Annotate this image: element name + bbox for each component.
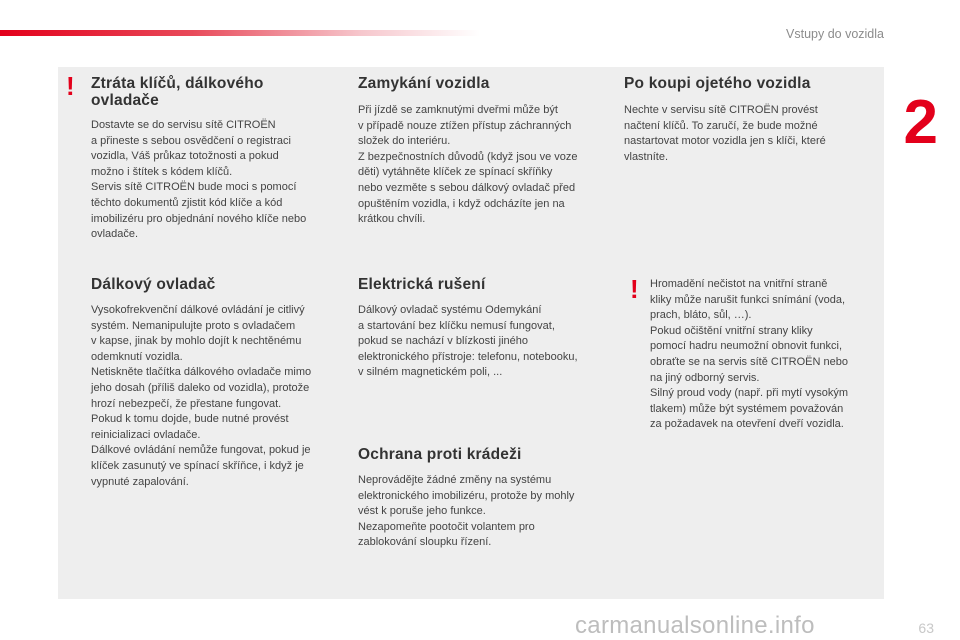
warning-icon: ! [630,274,639,304]
chapter-number: 2 [903,88,938,157]
section-lost-keys-body: Dostavte se do servisu sítě CITROËN a přineste s sebou osvědčení o registraci vozidla, Váš průkaz totožnosti a pokud možno i štítek s kódem klíčů. Servis sítě CITROËN bude moci s pomocí těchto dokumentů zjistit kód klíče a kód imobilizéru pro objednání nového klíče nebo ovladače. [91,119,307,241]
section-locking-body: Při jízdě se zamknutými dveřmi může být v případě nouze ztížen přístup záchranných složek do interiéru. Z bezpečnostních důvodů (když jsou ve voze děti) vytáhněte klíček ze spínací skříňky nebo vezměte s sebou dálkový ovladač před opuštěním vozidla, i když odcházíte jen na krátkou chvíli. [358,104,578,226]
section-theft-body: Neprovádějte žádné změny na systému elektronického imobilizéru, protože by mohly vést k poruše jeho funkce. Nezapomeňte pootočit volantem pro zablokování sloupku řízení. [358,474,575,549]
section-locking-title: Zamykání vozidla [358,75,490,92]
section-theft [358,446,613,551]
section-interference-body: Dálkový ovladač systému Odemykání a startování bez klíčku nemusí fungovat, pokud se nachází v blízkosti jiného elektronického přístroje: telefonu, notebooku, v silném magnetickém poli, ... [358,304,578,379]
page-number: 63 [918,620,934,636]
section-interference-title: Elektrická rušení [358,276,486,293]
section-lost-keys-title: Ztráta klíčů, dálkového ovladače [91,75,264,109]
section-remote-title: Dálkový ovladač [91,276,216,293]
section-lost-keys [91,75,341,243]
section-locking [358,75,613,228]
section-used-car-title: Po koupi ojetého vozidla [624,75,811,92]
section-dirt-warning [650,277,882,433]
section-dirt-warning-body: Hromadění nečistot na vnitřní straně kliky může narušit funkci snímání (voda, prach, bláto, sůl, …). Pokud očištění vnitřní strany kliky pomocí hadru neumožní obnovit funkci, obraťte se na servis sítě CITROËN nebo na jiný odborný servis. Silný proud vody (např. při mytí vysokým tlakem) může být systémem považován za požadavek na otevření dveří vozidla. [650,278,849,431]
section-used-car-body: Nechte v servisu sítě CITROËN provést načtení klíčů. To zaručí, že bude možné nastartovat motor vozidla jen s klíči, které vlastníte. [624,104,826,163]
section-remote [91,276,346,490]
watermark: carmanualsonline.info [575,612,815,639]
section-theft-title: Ochrana proti krádeži [358,446,522,463]
header-accent-bar [0,30,480,36]
section-remote-body: Vysokofrekvenční dálkové ovládání je citlivý systém. Nemanipulujte proto s ovladačem v kapse, jinak by mohlo dojít k nechtěnému odemknutí vozidla. Netiskněte tlačítka dálkového ovladače mimo jeho dosah (příliš daleko od vozidla), protože hrozí nebezpečí, že přestane fungovat. Pokud k tomu dojde, bude nutné provést reinicializaci ovladače. Dálkové ovládání nemůže fungovat, pokud je klíček zasunutý ve spínací skříňce, i když je vypnuté zapalování. [91,304,312,488]
warning-icon: ! [66,71,75,101]
section-interference [358,276,618,381]
section-used-car [624,75,874,165]
section-title: Vstupy do vozidla [786,27,884,41]
